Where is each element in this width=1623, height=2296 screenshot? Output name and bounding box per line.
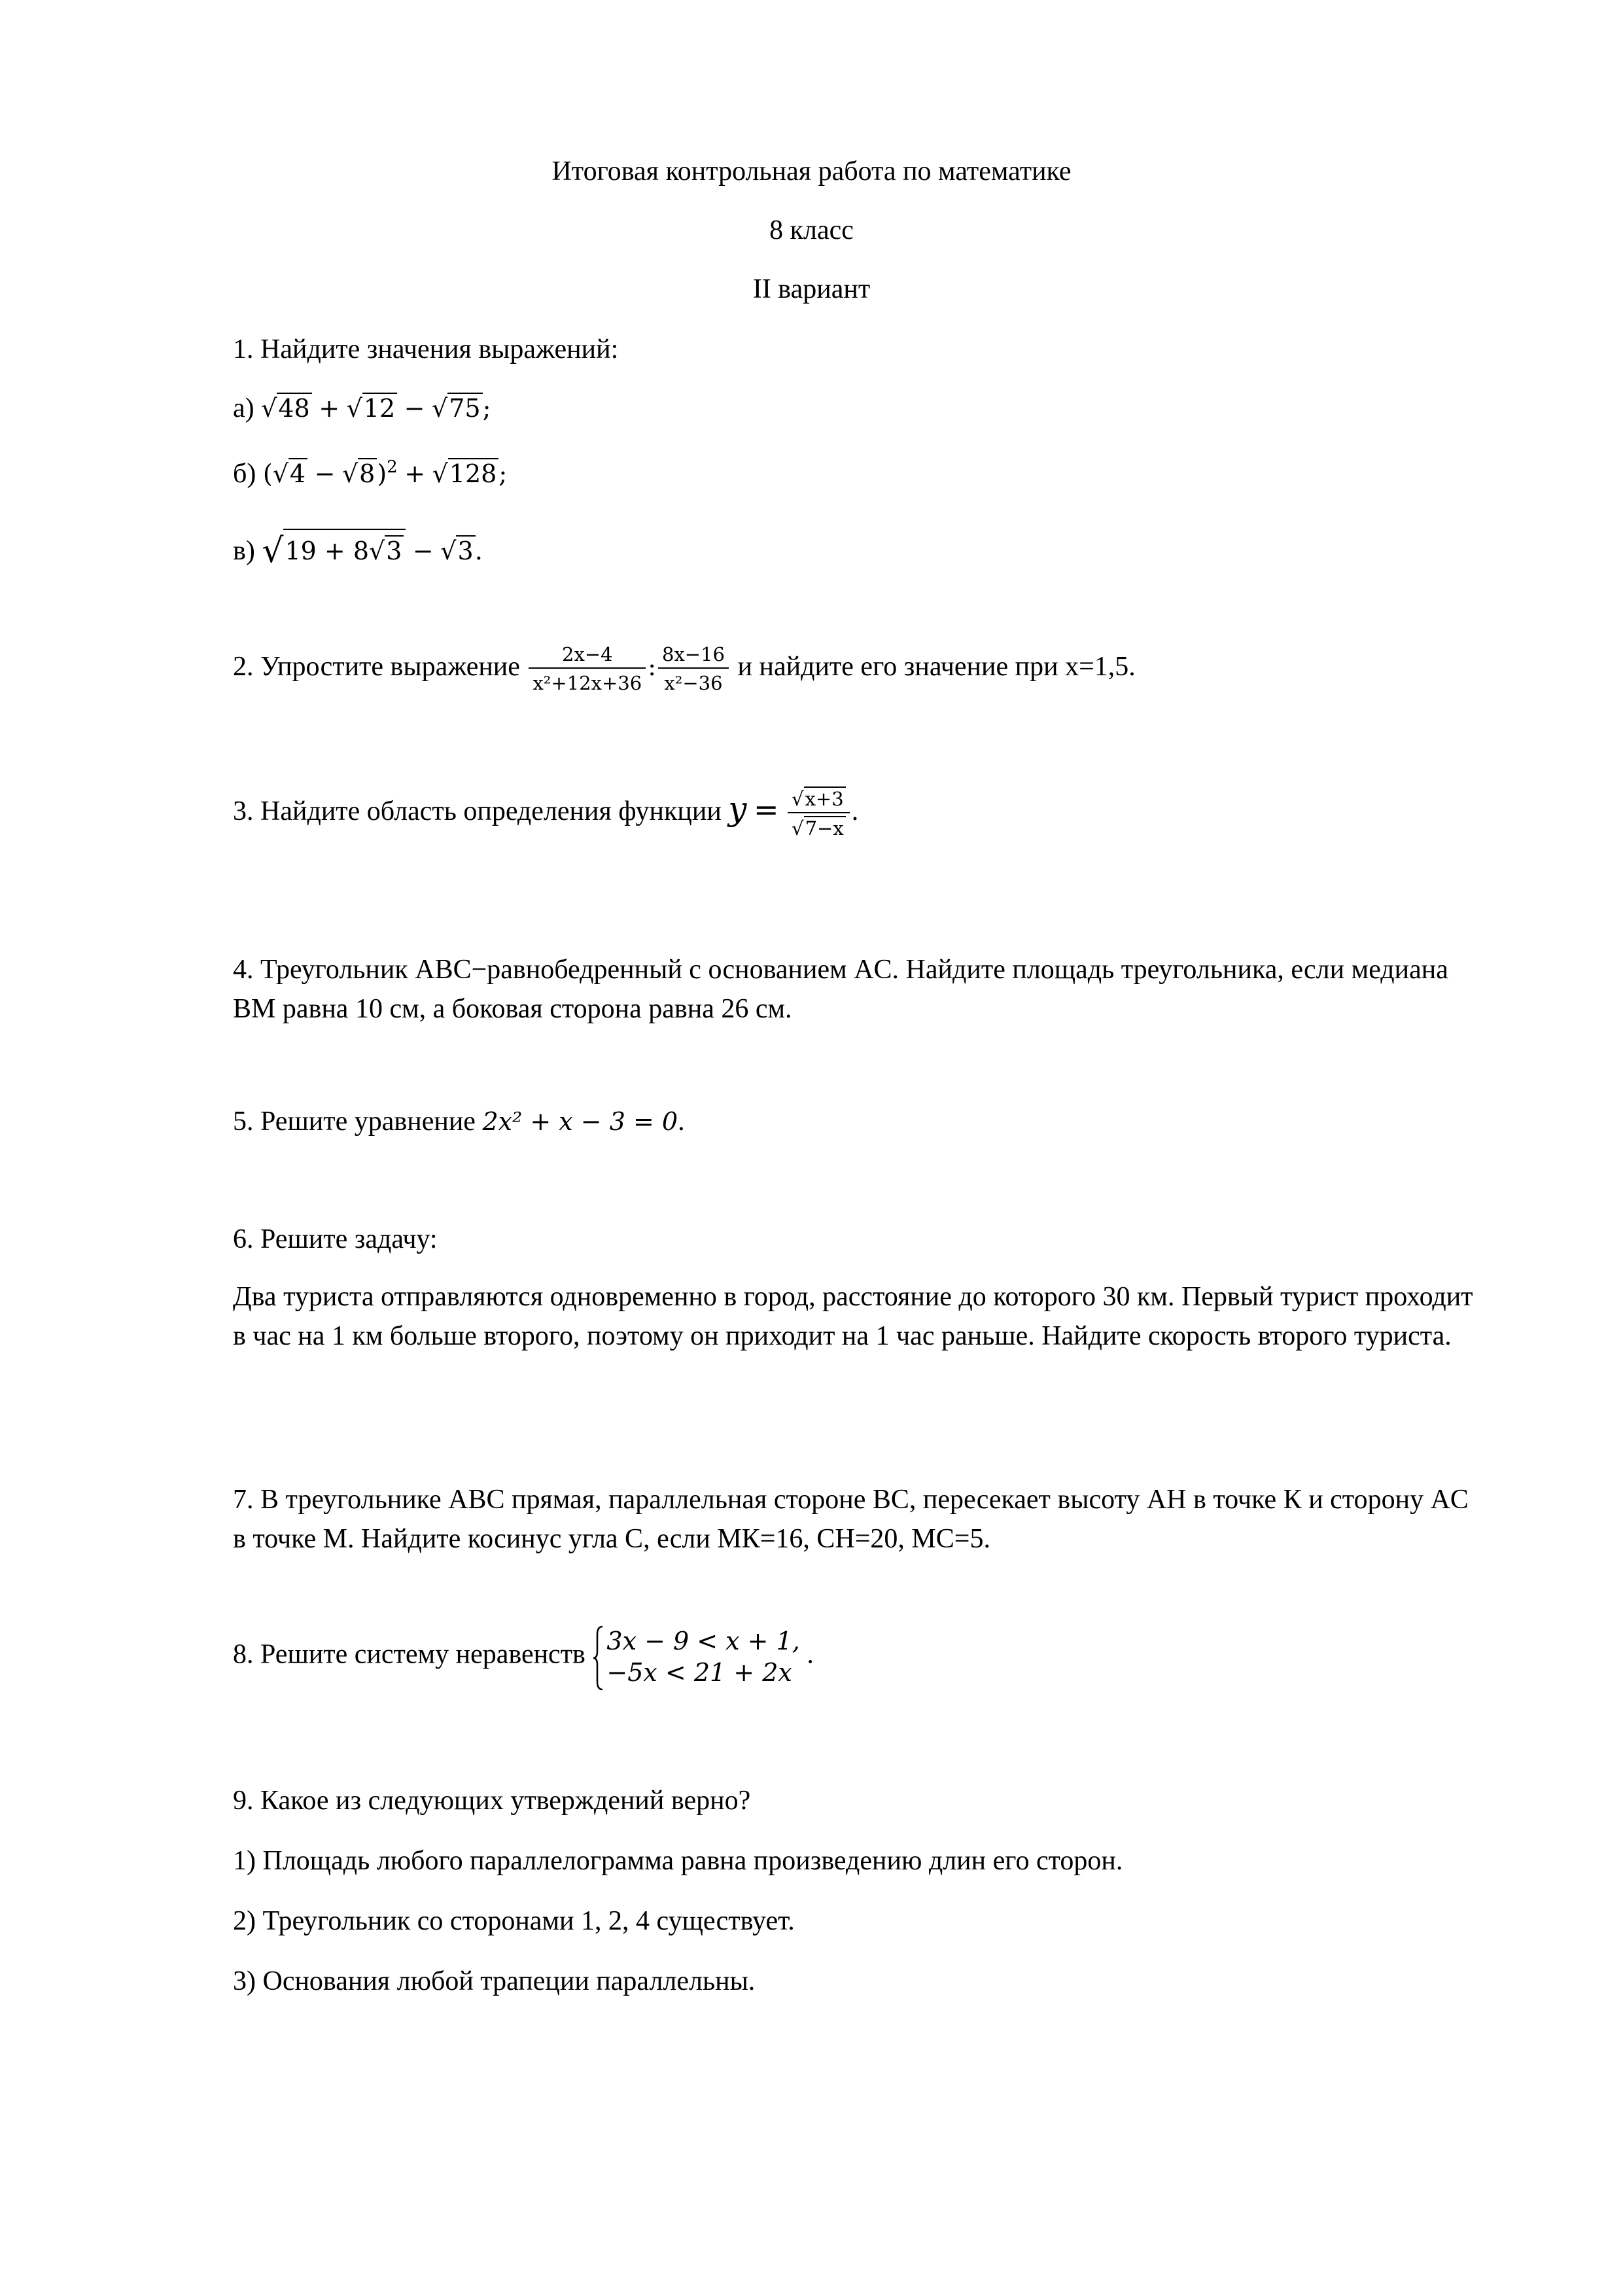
- equation: 2x² + x − 3 = 0: [482, 1107, 678, 1136]
- inequality-2: −5x < 21 + 2x: [606, 1658, 792, 1687]
- task-3: 3. Найдите область определения функции y = $\frac{√x+3}{√7-x}$ .: [233, 788, 859, 840]
- sqrt-128: √128: [432, 458, 499, 490]
- task-8-prefix: 8. Решите систему неравенств: [233, 1639, 585, 1670]
- task-1c-label: в): [233, 536, 255, 566]
- sqrt-48: √48: [261, 393, 312, 425]
- sqrt-75: √75: [432, 393, 483, 425]
- brace-icon: [592, 1625, 604, 1691]
- task-2: 2. Упростите выражение $\frac{2x-4}{\text{x²+12x+36}}$ : $\frac{8x-16}{\text{x²−36}}$ и найдите его значение при х=1,5.: [233, 643, 1136, 695]
- task-9-option-2: 2) Треугольник со сторонами 1, 2, 4 существует.: [233, 1906, 795, 1936]
- sqrt-4: √4: [273, 458, 307, 490]
- task-9-option-3: 3) Основания любой трапеции параллельны.: [233, 1966, 756, 1996]
- task-1a: а) √48 + √12 − √75;: [233, 393, 491, 423]
- task-3-prefix: 3. Найдите область определения функции: [233, 796, 722, 826]
- task-1a-label: а): [233, 393, 254, 423]
- sqrt-19-plus-8-sqrt-3: √19 + 8√3: [262, 529, 406, 573]
- task-6-text: Два туриста отправляются одновременно в город, расстояние до которого 30 км. Первый турист проходит в час на 1 км больше второго, поэтому он приходит на 1 час раньше. Найдите скорость второго туриста.: [233, 1282, 1473, 1351]
- task-9-option-1: 1) Площадь любого параллелограмма равна произведению длин его сторон.: [233, 1846, 1123, 1876]
- task-4: 4. Треугольник ABC−равнобедренный с основанием AC. Найдите площадь треугольника, если медиана BM равна 10 см, а боковая сторона равна 26 см.: [233, 955, 1448, 1024]
- document-title: Итоговая контрольная работа по математике: [551, 156, 1072, 186]
- task-7: 7. В треугольнике ABC прямая, параллельная стороне BC, пересекает высоту AH в точке К и сторону AC в точке М. Найдите косинус угла С, если МК=16, СН=20, МС=5.: [233, 1485, 1469, 1554]
- task-9-heading: 9. Какое из следующих утверждений верно?: [233, 1786, 751, 1816]
- grade-label: 8 класс: [769, 215, 854, 245]
- task-5-prefix: 5. Решите уравнение: [233, 1106, 476, 1137]
- task-5: 5. Решите уравнение 2x² + x − 3 = 0.: [233, 1106, 685, 1137]
- task-1c: в) √19 + 8√3 − √3.: [233, 529, 482, 573]
- fraction-2: $\frac{8x-16}{\text{x²−36}}$: [658, 643, 729, 696]
- task-2-suffix: и найдите его значение при х=1,5.: [737, 651, 1136, 682]
- fraction-1: $\frac{2x-4}{\text{x²+12x+36}}$: [529, 643, 646, 696]
- task-6-heading: 6. Решите задачу:: [233, 1224, 438, 1254]
- task-8: 8. Решите систему неравенств 3x − 9 < x + 1, −5x < 21 + 2x .: [233, 1625, 814, 1688]
- inequality-1: 3x − 9 < x + 1,: [606, 1627, 800, 1655]
- task-2-prefix: 2. Упростите выражение: [233, 651, 520, 682]
- sqrt-12: √12: [347, 393, 398, 425]
- task-1b: б) $(√4 - √8)^2 + √128$;: [233, 457, 508, 489]
- sqrt-3: √3: [440, 535, 475, 567]
- inequality-system: [592, 1625, 799, 1688]
- task-1b-label: б): [233, 459, 256, 489]
- function-fraction: $\frac{√x+3}{√7-x}$: [788, 786, 850, 841]
- variant-label: II вариант: [752, 274, 871, 304]
- task-1-heading: 1. Найдите значения выражений:: [233, 334, 619, 364]
- sqrt-8: √8: [342, 458, 377, 490]
